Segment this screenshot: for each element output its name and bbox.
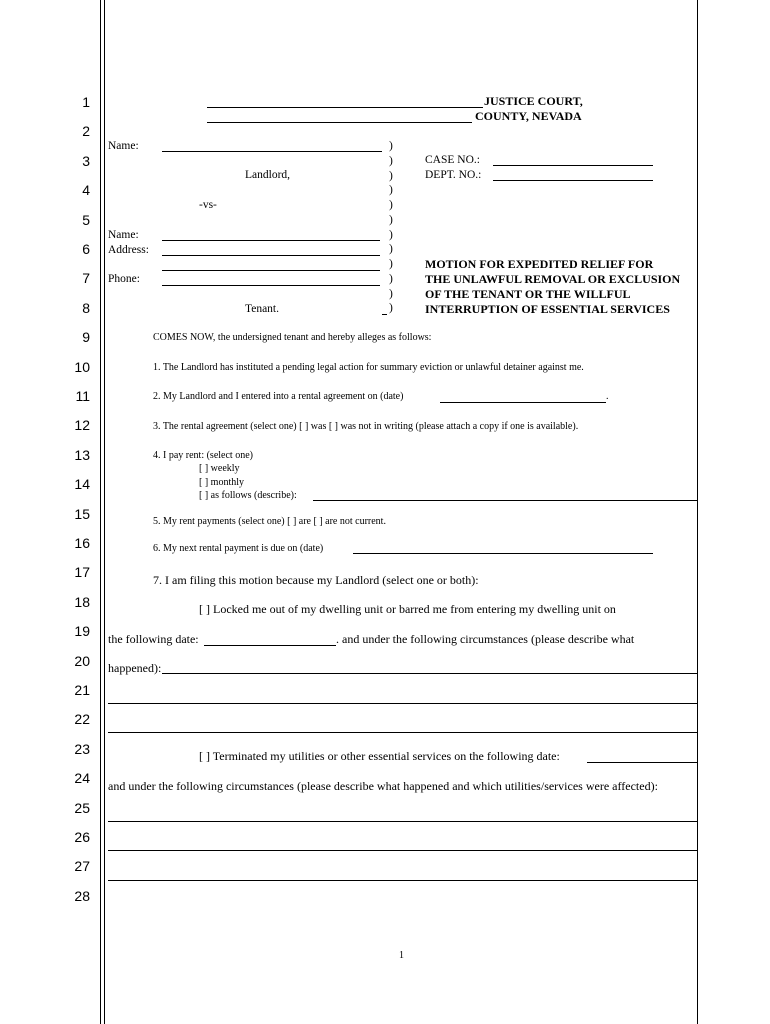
caption-paren: )	[389, 287, 393, 300]
line-number: 1	[82, 94, 90, 110]
happened-blank-3	[108, 732, 697, 733]
utilities-blank-2	[108, 850, 697, 851]
rent-other-option: [ ] as follows (describe):	[199, 490, 297, 501]
address-blank-2	[162, 270, 380, 271]
motion-title-2: THE UNLAWFUL REMOVAL OR EXCLUSION	[425, 272, 681, 286]
happened-blank-2	[108, 703, 697, 704]
caption-paren: )	[389, 140, 393, 152]
line-number: 24	[74, 770, 90, 787]
case-no-blank	[493, 165, 653, 166]
landlord-label: Landlord,	[245, 169, 291, 181]
line-number: 2	[82, 123, 90, 140]
line-number: 22	[74, 711, 90, 728]
line-number: 8	[82, 299, 90, 316]
line-number: 14	[74, 476, 90, 493]
dept-no-blank	[493, 180, 653, 181]
court-line-1: JUSTICE COURT,	[484, 94, 583, 108]
line-number: 5	[82, 211, 90, 228]
caption-paren: )	[389, 243, 393, 256]
allegation-7: 7. I am filing this motion because my Landlord (select one or both):	[153, 573, 479, 587]
line-number: 21	[74, 682, 90, 698]
case-no-label: CASE NO.:	[425, 154, 480, 166]
line-number: 26	[74, 829, 90, 845]
phone-blank	[162, 285, 380, 286]
versus-label: -vs-	[199, 199, 217, 211]
line-number: 20	[74, 652, 90, 669]
address-label: Address:	[108, 244, 149, 256]
address-blank-1	[162, 255, 380, 256]
line-number: 3	[82, 152, 90, 169]
caption-paren: )	[389, 154, 393, 167]
line-number: 19	[74, 623, 90, 640]
line-number: 7	[82, 270, 90, 287]
tenant-name-blank	[162, 240, 380, 241]
line-number: 17	[74, 564, 90, 581]
allegation-5: 5. My rent payments (select one) [ ] are [ ] are not current.	[153, 516, 386, 527]
line-number: 13	[74, 446, 90, 463]
margin-rule-right	[697, 0, 698, 1024]
motion-title-3: OF THE TENANT OR THE WILLFUL	[425, 287, 631, 301]
allegation-2: 2. My Landlord and I entered into a rental agreement on (date)	[153, 391, 404, 402]
line-number: 6	[82, 241, 90, 257]
utilities-date-blank	[587, 762, 697, 763]
line-number: 11	[75, 388, 90, 404]
page-number: 1	[399, 950, 404, 961]
motion-title-1: MOTION FOR EXPEDITED RELIEF FOR	[425, 257, 654, 271]
landlord-name-blank	[162, 151, 382, 152]
intro-text: COMES NOW, the undersigned tenant and hereby alleges as follows:	[153, 332, 432, 343]
utilities-option: [ ] Terminated my utilities or other essential services on the following date:	[199, 749, 560, 763]
caption-paren: )	[389, 184, 393, 197]
line-number: 25	[74, 799, 90, 816]
lockout-date-blank	[204, 645, 336, 646]
allegation-6: 6. My next rental payment is due on (date)	[153, 543, 324, 554]
next-payment-blank	[353, 553, 653, 554]
tenant-label: Tenant.	[245, 303, 280, 315]
lockout-option: [ ] Locked me out of my dwelling unit or barred me from entering my dwelling unit on	[199, 602, 616, 616]
line-number: 9	[82, 329, 90, 346]
landlord-name-label: Name:	[108, 140, 139, 152]
line-number: 28	[74, 887, 90, 904]
caption-paren: )	[389, 228, 393, 241]
caption-paren: )	[389, 272, 393, 285]
happened-label: happened):	[108, 661, 162, 675]
caption-paren: )	[389, 258, 393, 270]
county-blank	[207, 122, 472, 123]
tenant-name-label: Name:	[108, 229, 139, 241]
caption-paren: )	[389, 302, 393, 315]
caption-paren: )	[389, 169, 393, 182]
dept-no-label: DEPT. NO.:	[425, 169, 482, 181]
court-line-2: COUNTY, NEVADA	[475, 109, 582, 123]
utilities-blank-1	[108, 821, 697, 822]
line-number: 23	[74, 740, 90, 757]
line-number: 4	[82, 182, 90, 199]
agreement-date-blank	[440, 402, 606, 403]
rent-monthly-option: [ ] monthly	[199, 477, 244, 488]
lockout-circumstances: . and under the following circumstances (please describe what	[336, 632, 635, 646]
rent-describe-blank	[313, 500, 697, 501]
phone-label: Phone:	[108, 273, 140, 285]
happened-blank-1	[162, 673, 697, 674]
tenant-tick	[382, 314, 387, 315]
line-number: 12	[74, 417, 90, 434]
line-number: 27	[74, 858, 90, 875]
margin-rule-left-2	[104, 0, 105, 1024]
caption-paren: )	[389, 213, 393, 226]
allegation-4: 4. I pay rent: (select one)	[153, 450, 253, 461]
line-number: 10	[74, 358, 90, 375]
allegation-2-period: .	[606, 391, 609, 402]
court-name-blank	[207, 107, 483, 108]
margin-rule-left-1	[100, 0, 101, 1024]
lockout-date-label: the following date:	[108, 632, 199, 646]
rent-weekly-option: [ ] weekly	[199, 463, 240, 474]
caption-paren: )	[389, 199, 393, 211]
allegation-1: 1. The Landlord has instituted a pending legal action for summary eviction or unlawful detainer against me.	[153, 362, 584, 373]
utilities-blank-3	[108, 880, 697, 881]
line-number: 16	[74, 535, 90, 551]
utilities-circumstances: and under the following circumstances (please describe what happened and which utilities/services were affected):	[108, 779, 658, 793]
allegation-3: 3. The rental agreement (select one) [ ] was [ ] was not in writing (please attach a copy if one is available).	[153, 421, 579, 432]
line-number: 18	[74, 593, 90, 610]
motion-title-4: INTERRUPTION OF ESSENTIAL SERVICES	[425, 302, 670, 316]
line-number: 15	[74, 505, 90, 522]
